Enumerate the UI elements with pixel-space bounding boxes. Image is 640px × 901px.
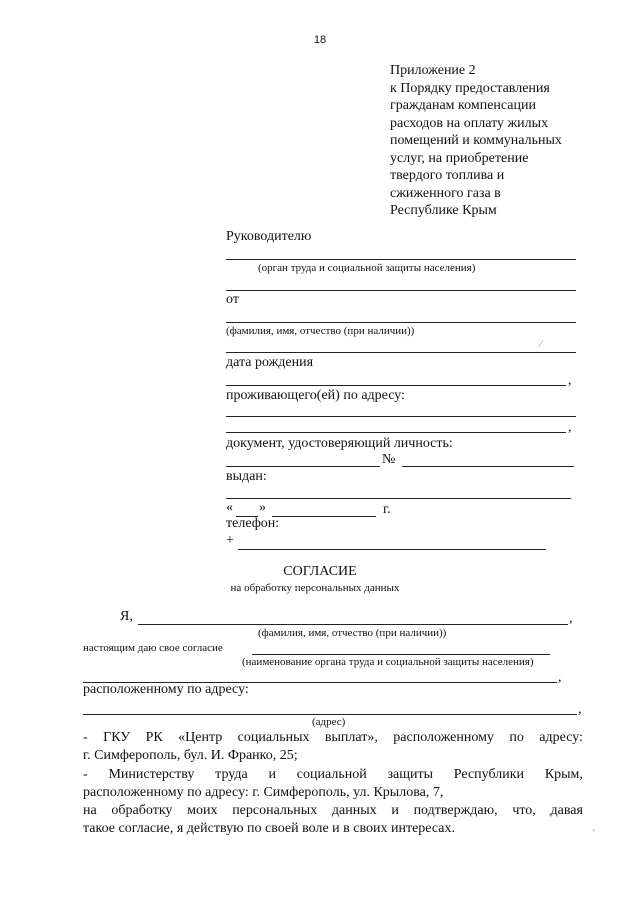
date-month-line[interactable] (272, 516, 376, 517)
fio-hint: (фамилия, имя, отчество (при наличии)) (226, 325, 415, 337)
located-label: расположенному по адресу: (83, 682, 249, 697)
appendix-line: гражданам компенсации (390, 98, 536, 113)
final-line1 (83, 803, 583, 819)
final-line2: такое согласие, я действую по своей воле и в своих интересах. (83, 821, 455, 836)
word: по (509, 730, 524, 745)
word: ГКУ (103, 730, 131, 745)
appendix-block (390, 62, 600, 220)
item2-line2: расположенному по адресу: г. Симферополь, ул. Крылова, 7, (83, 785, 444, 800)
word: защиты (387, 767, 434, 782)
consent-subtitle: на обработку персональных данных (230, 582, 400, 594)
date-quote-open: « (226, 500, 233, 515)
stray-mark: · (548, 810, 552, 821)
phone-line[interactable] (238, 549, 546, 550)
word: расположенному (393, 730, 494, 745)
word: - (83, 767, 88, 782)
document-label: документ, удостоверяющий личность: (226, 436, 453, 451)
appendix-line: помещений и коммунальных (390, 133, 562, 148)
hereby-label: настоящим даю свое согласие (83, 642, 223, 654)
document-series-line[interactable] (226, 466, 380, 467)
word: что, (512, 803, 536, 818)
item2-line1 (83, 767, 583, 783)
stray-mark: · (592, 826, 596, 837)
word: обработку (111, 803, 173, 818)
i-label: Я, (120, 609, 133, 624)
phone-label: телефон: (226, 516, 280, 531)
word: и (268, 767, 277, 782)
addressee-label: Руководителю (226, 229, 312, 244)
word: РК (145, 730, 163, 745)
word: социальной (296, 767, 367, 782)
phone-plus: + (226, 533, 234, 548)
consent-title: СОГЛАСИЕ (283, 564, 357, 579)
page-number: 18 (313, 34, 327, 46)
appendix-line: к Порядку предоставления (390, 80, 550, 96)
comma: , (558, 670, 562, 685)
comma: , (569, 611, 573, 626)
consent-address-line[interactable] (83, 714, 577, 715)
issued-label: выдан: (226, 469, 267, 484)
date-quote-close: » (259, 500, 266, 515)
word: Министерству (108, 767, 195, 782)
birth-date-label: дата рождения (226, 355, 314, 370)
consent-fio-hint: (фамилия, имя, отчество (при наличии)) (258, 627, 447, 639)
item1-line1 (83, 730, 583, 746)
appendix-line: Приложение 2 (390, 63, 476, 78)
word: персональных (232, 803, 318, 818)
word: Крым, (544, 767, 583, 782)
appendix-line: сжиженного газа в (390, 185, 501, 201)
consent-organ-line[interactable] (252, 654, 550, 655)
address-line[interactable] (226, 416, 576, 417)
word: «Центр (178, 730, 223, 745)
organ-field-line-2[interactable] (226, 290, 576, 291)
comma: , (568, 373, 572, 388)
appendix-line: услуг, на приобретение (390, 150, 529, 166)
word: на (83, 803, 97, 818)
address-hint: (адрес) (312, 716, 346, 728)
word: адресу: (539, 730, 583, 745)
word: и (391, 803, 399, 818)
appendix-line: расходов на оплату жилых (390, 115, 549, 131)
number-sign: № (382, 452, 396, 467)
organ-hint: (орган труда и социальной защиты населения) (258, 262, 476, 274)
document-number-line[interactable] (402, 466, 574, 467)
comma: , (568, 420, 572, 435)
word: подтверждаю, (413, 803, 498, 818)
comma: , (578, 702, 582, 717)
address-line-2[interactable] (226, 432, 566, 433)
word: данных (331, 803, 377, 818)
word: выплат», (324, 730, 378, 745)
applicant-fio-line[interactable] (226, 322, 576, 323)
organ-field-line[interactable] (226, 259, 576, 260)
word: Республики (453, 767, 525, 782)
applicant-fio-line-2[interactable] (226, 352, 576, 353)
from-label: от (226, 292, 239, 307)
word: труда (215, 767, 248, 782)
word: моих (187, 803, 218, 818)
word: социальных (237, 730, 310, 745)
consent-organ-hint: (наименование органа труда и социальной защиты населения) (242, 656, 534, 668)
item1-line2: г. Симферополь, бул. И. Франко, 25; (83, 748, 298, 763)
word: - (83, 730, 88, 745)
issued-by-line[interactable] (226, 498, 571, 499)
stray-mark: ⁄ (540, 339, 542, 350)
residing-label: проживающего(ей) по адресу: (226, 388, 405, 403)
word: давая (550, 803, 583, 818)
birth-date-line[interactable] (226, 385, 566, 386)
consent-fio-line[interactable] (138, 624, 568, 625)
appendix-line: твердого топлива и (390, 168, 505, 183)
appendix-line: Республике Крым (390, 203, 497, 218)
year-suffix: г. (383, 502, 391, 517)
